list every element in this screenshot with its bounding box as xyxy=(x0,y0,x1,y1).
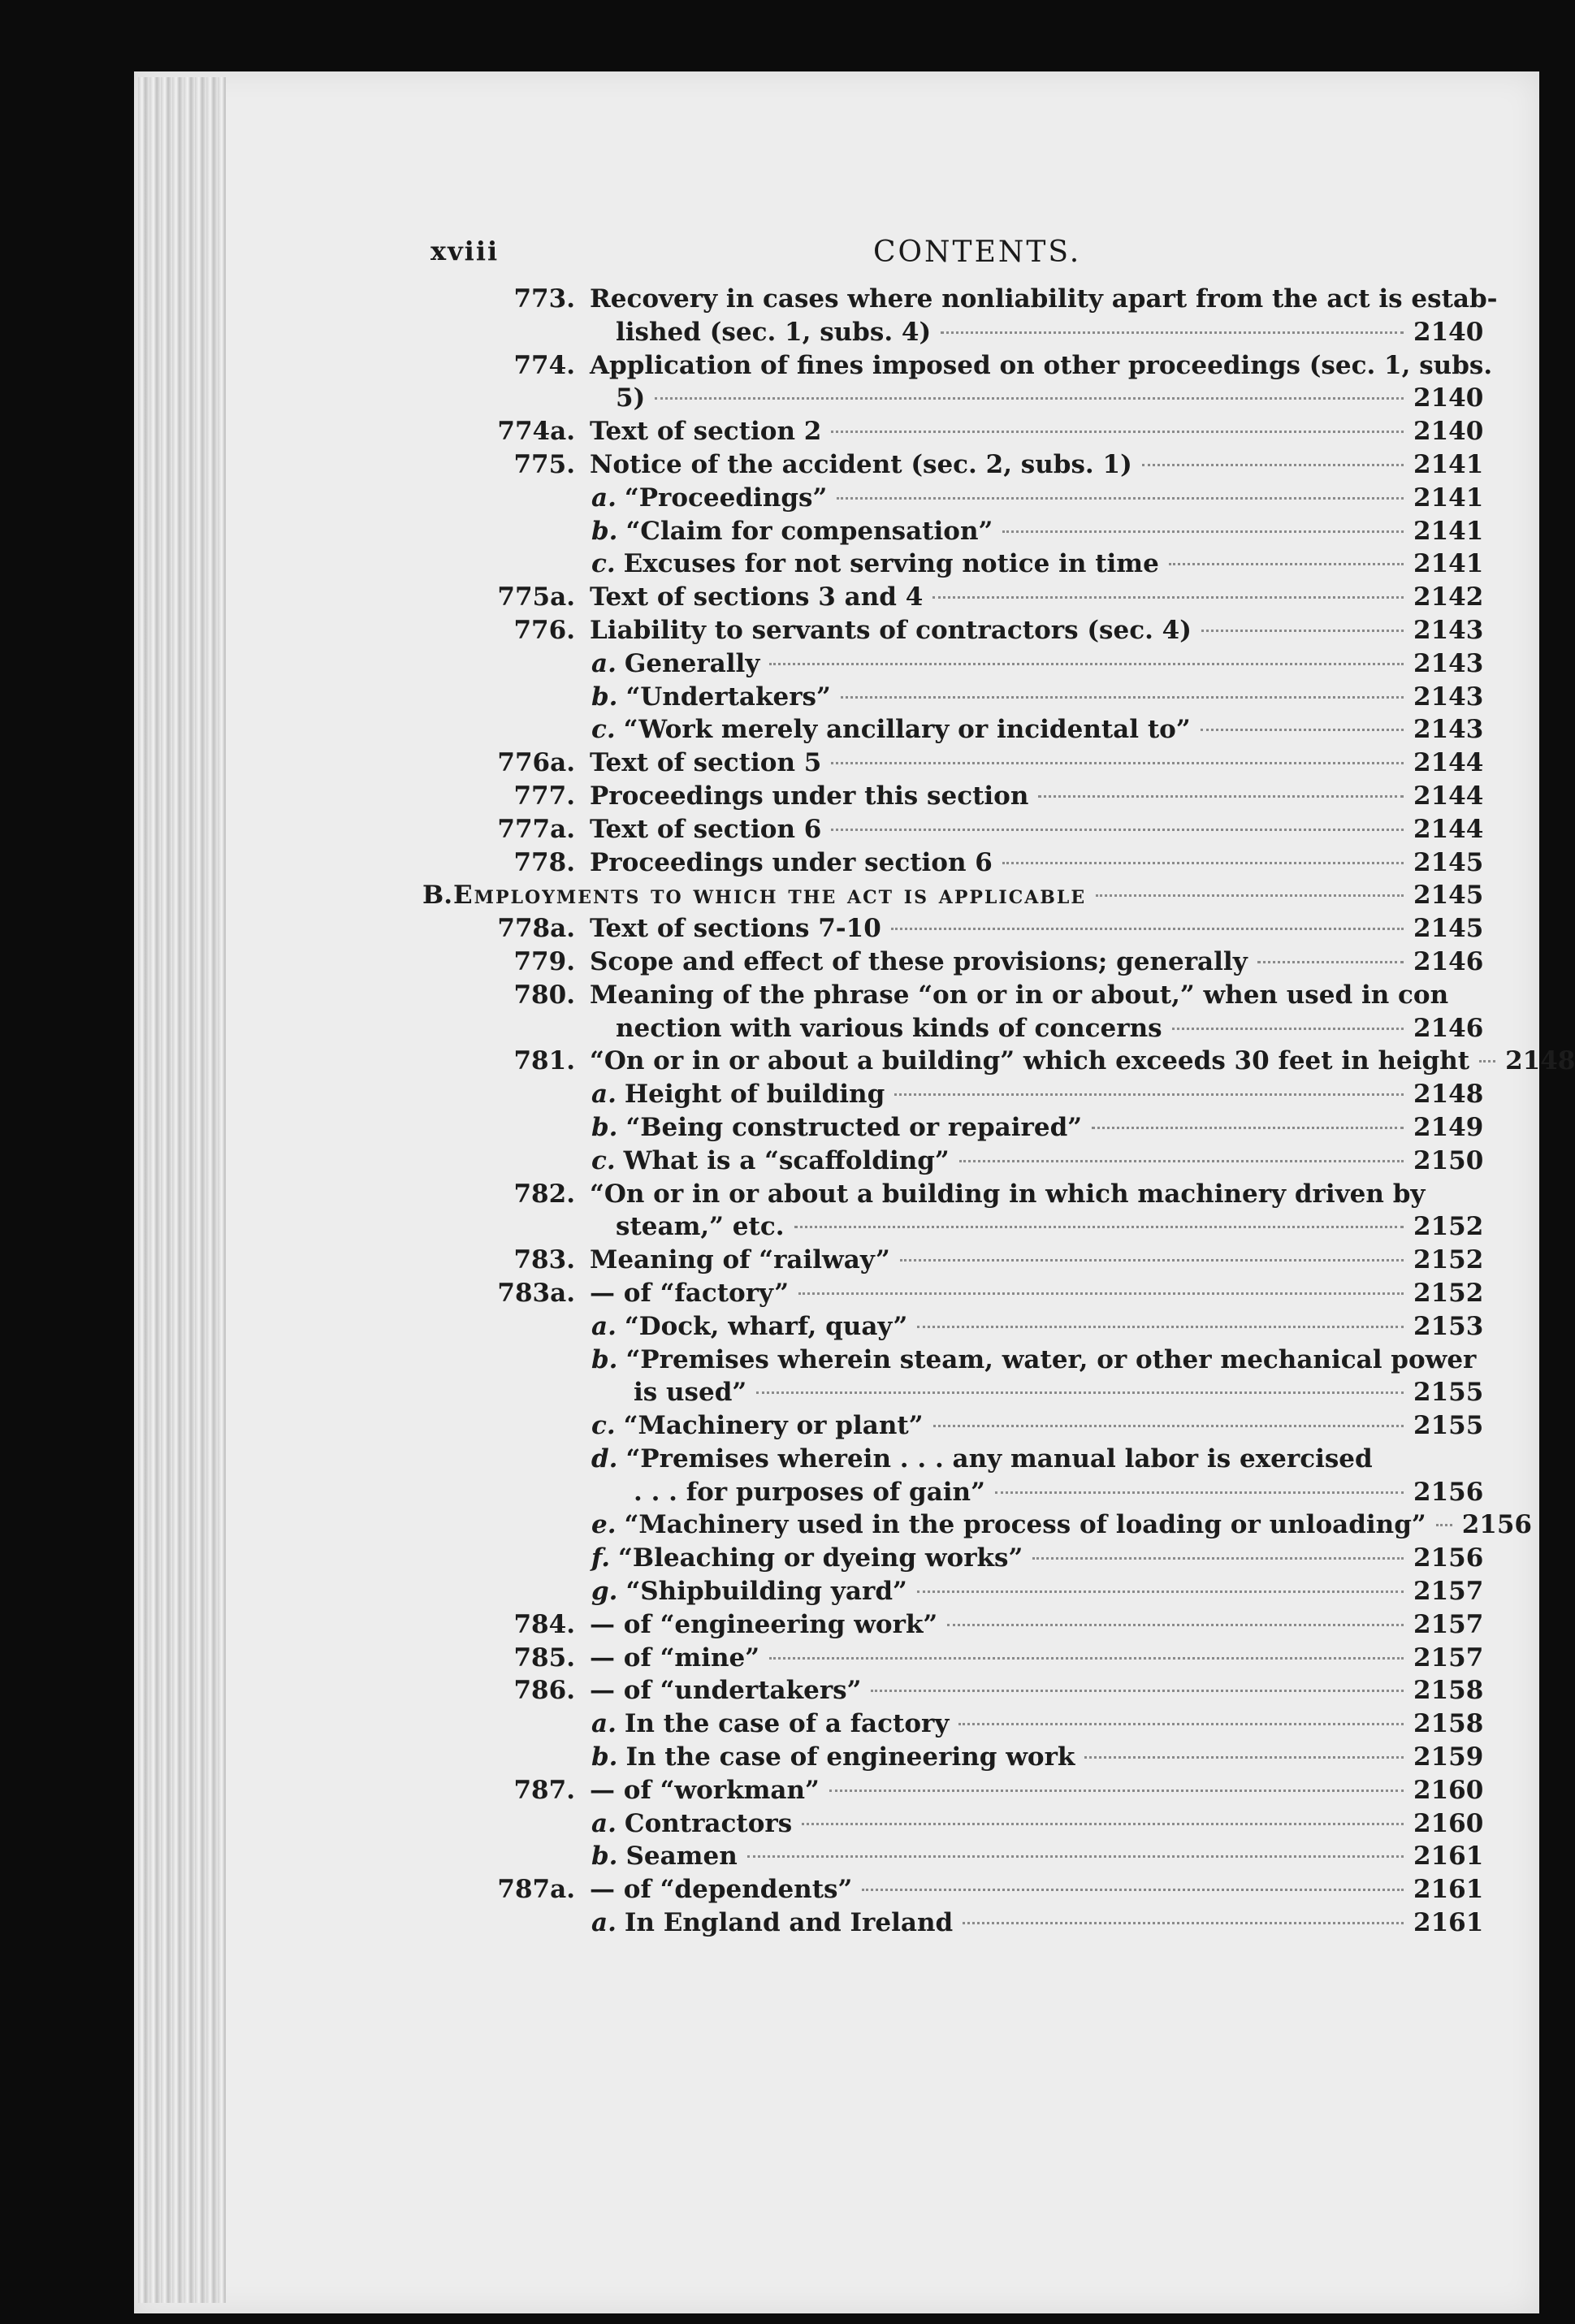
toc-entry xyxy=(422,1378,1484,1411)
toc-entry-number: 784. xyxy=(513,1609,575,1639)
dot-leader xyxy=(995,1491,1404,1494)
toc-entry-title: Scope and effect of these provisions; generally xyxy=(590,946,1248,976)
toc-entry-page: 2157 xyxy=(1413,1577,1484,1607)
toc-entry xyxy=(422,781,1484,815)
toc-entry-page: 2145 xyxy=(1413,881,1484,911)
toc-entry-subletter: a. xyxy=(591,1080,617,1110)
toc-entry-page: 2152 xyxy=(1413,1278,1484,1308)
toc-entry xyxy=(422,1577,1484,1610)
dot-leader xyxy=(941,331,1404,334)
dot-leader xyxy=(947,1624,1404,1626)
toc-entry xyxy=(422,449,1484,483)
toc-entry-page: 2152 xyxy=(1413,1245,1484,1275)
dot-leader xyxy=(1172,1028,1404,1030)
toc-entry-number: 783a. xyxy=(497,1278,575,1308)
page-gutter xyxy=(138,77,226,2303)
toc-entry-number: 773. xyxy=(513,284,575,314)
toc-entry-number: 774a. xyxy=(497,417,575,447)
toc-entry-title: Meaning of “railway” xyxy=(590,1245,890,1275)
dot-leader xyxy=(769,1657,1404,1660)
toc-entry-title: 5) xyxy=(616,383,646,413)
running-head xyxy=(431,236,1506,276)
toc-entry-title: Generally xyxy=(624,648,760,678)
toc-entry-title: “Claim for compensation” xyxy=(625,516,993,546)
toc-entry-number: B. xyxy=(422,881,452,911)
toc-entry-title: — of “undertakers” xyxy=(590,1676,862,1706)
toc-entry xyxy=(422,881,1484,914)
toc-entry-subletter: b. xyxy=(591,1112,618,1142)
toc-entry-title: — of “engineering work” xyxy=(590,1609,938,1639)
dot-leader xyxy=(917,1326,1404,1328)
toc-entry-page: 2155 xyxy=(1413,1378,1484,1408)
dot-leader xyxy=(831,431,1404,433)
toc-entry-page: 2148 xyxy=(1413,1080,1484,1110)
dot-leader xyxy=(837,497,1404,500)
toc-entry-page: 2157 xyxy=(1413,1642,1484,1673)
toc-entry-number: 783. xyxy=(513,1245,575,1275)
toc-entry xyxy=(422,1808,1484,1842)
toc-entry-page: 2157 xyxy=(1413,1609,1484,1639)
toc-entry-title: Employments to which the act is applicable xyxy=(453,881,1087,911)
dot-leader xyxy=(1084,1756,1404,1759)
toc-entry-number: 785. xyxy=(513,1642,575,1673)
toc-entry xyxy=(422,615,1484,649)
toc-entry-page: 2142 xyxy=(1413,582,1484,612)
toc-entry xyxy=(422,1908,1484,1941)
toc-entry xyxy=(422,1676,1484,1709)
toc-entry-page: 2153 xyxy=(1413,1311,1484,1341)
dot-leader xyxy=(1479,1060,1495,1062)
toc-entry-title: Text of sections 7-10 xyxy=(590,914,881,944)
toc-entry-subletter: b. xyxy=(591,516,618,546)
dot-leader xyxy=(862,1889,1404,1891)
toc-entry-page: 2156 xyxy=(1461,1510,1532,1540)
toc-entry-page: 2158 xyxy=(1413,1709,1484,1739)
toc-entry-page: 2143 xyxy=(1413,648,1484,678)
toc-entry xyxy=(422,582,1484,616)
dot-leader xyxy=(1032,1557,1404,1560)
page-folio: xviii xyxy=(431,236,500,266)
dot-leader xyxy=(1096,894,1404,897)
toc-entry-title: Height of building xyxy=(624,1080,885,1110)
dot-leader xyxy=(932,596,1404,599)
toc-entry-page: 2160 xyxy=(1413,1808,1484,1838)
toc-entry-title: Recovery in cases where nonliability apart from the act is estab- xyxy=(590,284,1498,314)
toc-entry-title: is used” xyxy=(634,1378,747,1408)
toc-entry-page: 2159 xyxy=(1413,1742,1484,1772)
toc-entry-subletter: b. xyxy=(591,1742,618,1772)
dot-leader xyxy=(831,829,1404,831)
toc-entry-number: 786. xyxy=(513,1676,575,1706)
toc-entry xyxy=(422,1510,1532,1543)
toc-entry-page: 2161 xyxy=(1413,1908,1484,1938)
toc-entry-page: 2141 xyxy=(1413,516,1484,546)
toc-entry-page: 2140 xyxy=(1413,417,1484,447)
toc-entry-page: 2141 xyxy=(1413,549,1484,579)
toc-entry-title: Text of section 2 xyxy=(590,417,822,447)
toc-entry-number: 780. xyxy=(513,980,575,1010)
page-title: CONTENTS. xyxy=(873,236,1082,269)
toc-entry xyxy=(422,1411,1484,1444)
toc-entry-subletter: c. xyxy=(591,549,616,579)
toc-entry-title: steam,” etc. xyxy=(616,1212,785,1242)
toc-entry-page: 2144 xyxy=(1413,748,1484,778)
toc-entry-title: Notice of the accident (sec. 2, subs. 1) xyxy=(590,449,1132,479)
toc-entry-number: 777a. xyxy=(497,814,575,844)
toc-entry xyxy=(422,483,1484,517)
toc-entry-page: 2141 xyxy=(1413,449,1484,479)
toc-entry xyxy=(422,317,1484,351)
toc-entry-number: 787a. xyxy=(497,1875,575,1905)
toc-entry xyxy=(422,748,1484,781)
toc-entry xyxy=(422,516,1484,550)
dot-leader xyxy=(1436,1524,1452,1526)
toc-entry-title: “Machinery used in the process of loading or unloading” xyxy=(624,1510,1426,1540)
toc-entry-page: 2143 xyxy=(1413,715,1484,745)
toc-entry-subletter: a. xyxy=(591,1808,617,1838)
dot-leader xyxy=(747,1855,1404,1858)
toc-entry xyxy=(422,1742,1484,1776)
toc-entry-title: — of “dependents” xyxy=(590,1875,853,1905)
toc-entry-number: 775. xyxy=(513,449,575,479)
toc-entry-page: 2155 xyxy=(1413,1411,1484,1441)
toc-entry-title: Meaning of the phrase “on or in or about,” when used in con xyxy=(590,980,1449,1010)
toc-entry-subletter: f. xyxy=(591,1543,611,1573)
toc-entry-subletter: d. xyxy=(591,1443,618,1474)
toc-entry xyxy=(422,350,1493,384)
toc-entry-page: 2149 xyxy=(1413,1112,1484,1142)
toc-entry-number: 776. xyxy=(513,615,575,645)
toc-entry-title: Proceedings under section 6 xyxy=(590,847,993,877)
dot-leader xyxy=(959,1160,1404,1162)
toc-entry xyxy=(422,1875,1484,1908)
dot-leader xyxy=(1169,563,1404,565)
toc-entry xyxy=(422,1477,1484,1511)
toc-entry xyxy=(422,1112,1484,1146)
contents-list xyxy=(422,284,1575,1941)
toc-entry xyxy=(422,1046,1575,1080)
toc-entry-title: Proceedings under this section xyxy=(590,781,1029,811)
toc-entry-page: 2160 xyxy=(1413,1775,1484,1805)
dot-leader xyxy=(1002,862,1404,864)
toc-entry xyxy=(422,1345,1478,1378)
toc-entry-page: 2143 xyxy=(1413,615,1484,645)
toc-entry-subletter: a. xyxy=(591,1908,617,1938)
toc-entry xyxy=(422,1311,1484,1345)
toc-entry-title: — of “workman” xyxy=(590,1775,820,1805)
dot-leader xyxy=(794,1226,1404,1228)
toc-entry-title: Contractors xyxy=(624,1808,793,1838)
toc-entry xyxy=(422,1543,1484,1577)
toc-entry-title: “Bleaching or dyeing works” xyxy=(618,1543,1023,1573)
toc-entry-title: Text of sections 3 and 4 xyxy=(590,582,924,612)
dot-leader xyxy=(900,1259,1404,1262)
toc-entry-title: What is a “scaffolding” xyxy=(623,1145,950,1175)
toc-entry-page: 2148 xyxy=(1505,1046,1575,1076)
toc-entry xyxy=(422,1609,1484,1643)
toc-entry-subletter: c. xyxy=(591,1145,616,1175)
toc-entry-number: 777. xyxy=(513,781,575,811)
toc-entry-title: “On or in or about a building in which machinery driven by xyxy=(590,1179,1426,1209)
dot-leader xyxy=(1201,630,1404,632)
toc-entry-title: “Work merely ancillary or incidental to” xyxy=(623,715,1191,745)
dot-leader xyxy=(802,1823,1404,1825)
toc-entry-page: 2156 xyxy=(1413,1543,1484,1573)
toc-entry-page: 2145 xyxy=(1413,847,1484,877)
dot-leader xyxy=(871,1690,1404,1692)
toc-entry xyxy=(422,1212,1484,1245)
toc-entry-number: 782. xyxy=(513,1179,575,1209)
toc-entry-title: lished (sec. 1, subs. 4) xyxy=(616,317,932,347)
toc-entry-title: “On or in or about a building” which exceeds 30 feet in height xyxy=(590,1046,1470,1076)
toc-entry-title: Seamen xyxy=(625,1841,738,1872)
toc-entry-subletter: a. xyxy=(591,648,617,678)
toc-entry xyxy=(422,914,1484,947)
toc-entry-title: In England and Ireland xyxy=(624,1908,954,1938)
dot-leader xyxy=(756,1391,1404,1394)
toc-entry-page: 2146 xyxy=(1413,1013,1484,1043)
dot-leader xyxy=(1038,795,1404,798)
toc-entry-subletter: g. xyxy=(591,1577,618,1607)
toc-entry-subletter: c. xyxy=(591,1411,616,1441)
toc-entry-page: 2146 xyxy=(1413,946,1484,976)
toc-entry-title: “Proceedings” xyxy=(624,483,828,513)
toc-entry-number: 781. xyxy=(513,1046,575,1076)
dot-leader xyxy=(1142,464,1404,466)
dot-leader xyxy=(891,928,1404,930)
toc-entry xyxy=(422,1642,1484,1677)
toc-entry-page: 2161 xyxy=(1413,1875,1484,1905)
toc-entry-title: In the case of engineering work xyxy=(625,1742,1075,1772)
toc-entry-number: 775a. xyxy=(497,582,575,612)
toc-entry xyxy=(422,946,1484,980)
toc-entry-subletter: b. xyxy=(591,1841,618,1872)
toc-entry xyxy=(422,1080,1484,1113)
toc-entry-page: 2144 xyxy=(1413,781,1484,811)
toc-entry-page: 2143 xyxy=(1413,682,1484,712)
toc-entry xyxy=(422,1444,1478,1478)
toc-entry-number: 778. xyxy=(513,847,575,877)
toc-entry xyxy=(422,847,1484,881)
toc-entry xyxy=(422,549,1484,582)
dot-leader xyxy=(1092,1127,1404,1129)
toc-entry-subletter: b. xyxy=(591,682,618,712)
toc-entry-title: Text of section 6 xyxy=(590,814,822,844)
toc-entry xyxy=(422,1245,1484,1279)
toc-entry xyxy=(422,284,1498,318)
toc-entry-subletter: b. xyxy=(591,1344,618,1374)
toc-entry xyxy=(422,1278,1484,1312)
toc-entry-page: 2158 xyxy=(1413,1676,1484,1706)
toc-entry-page: 2156 xyxy=(1413,1477,1484,1507)
toc-entry-subletter: a. xyxy=(591,1311,617,1341)
toc-entry-number: 778a. xyxy=(497,914,575,944)
toc-entry-subletter: e. xyxy=(591,1510,617,1540)
dot-leader xyxy=(1002,530,1404,533)
toc-entry xyxy=(422,715,1484,748)
toc-entry xyxy=(422,648,1484,682)
dot-leader xyxy=(1257,961,1404,963)
toc-entry-subletter: c. xyxy=(591,715,616,745)
toc-entry-page: 2161 xyxy=(1413,1841,1484,1872)
toc-entry-title: “Dock, wharf, quay” xyxy=(624,1311,908,1341)
toc-entry-title: “Premises wherein . . . any manual labor is exercised xyxy=(625,1443,1373,1474)
toc-entry xyxy=(422,1145,1484,1179)
toc-entry-title: “Machinery or plant” xyxy=(623,1411,924,1441)
toc-entry-page: 2144 xyxy=(1413,814,1484,844)
dot-leader xyxy=(917,1590,1404,1593)
toc-entry-page: 2141 xyxy=(1413,483,1484,513)
toc-entry xyxy=(422,1709,1484,1742)
toc-entry xyxy=(422,1775,1484,1809)
toc-entry-title: “Shipbuilding yard” xyxy=(625,1577,907,1607)
dot-leader xyxy=(798,1292,1404,1295)
toc-entry-title: In the case of a factory xyxy=(624,1709,950,1739)
dot-leader xyxy=(829,1790,1404,1792)
toc-entry-title: nection with various kinds of concerns xyxy=(616,1013,1162,1043)
toc-entry xyxy=(422,417,1484,450)
toc-entry-title: Excuses for not serving notice in time xyxy=(623,549,1159,579)
toc-entry-number: 779. xyxy=(513,946,575,976)
toc-entry-title: — of “mine” xyxy=(590,1642,760,1673)
dot-leader xyxy=(894,1093,1404,1096)
dot-leader xyxy=(933,1425,1404,1427)
dot-leader xyxy=(841,696,1404,699)
toc-entry-title: . . . for purposes of gain” xyxy=(634,1477,985,1507)
toc-entry xyxy=(422,980,1478,1014)
toc-entry-number: 787. xyxy=(513,1775,575,1805)
toc-entry-page: 2145 xyxy=(1413,914,1484,944)
toc-entry-title: Application of fines imposed on other proceedings (sec. 1, subs. xyxy=(590,350,1493,380)
toc-entry-page: 2140 xyxy=(1413,383,1484,413)
toc-entry-number: 774. xyxy=(513,350,575,380)
toc-entry xyxy=(422,814,1484,848)
toc-entry xyxy=(422,1013,1484,1047)
toc-entry xyxy=(422,1179,1478,1213)
toc-entry xyxy=(422,383,1484,417)
dot-leader xyxy=(769,663,1404,665)
toc-entry-page: 2140 xyxy=(1413,317,1484,347)
dot-leader xyxy=(1201,729,1404,731)
dot-leader xyxy=(831,762,1404,764)
toc-entry xyxy=(422,682,1484,716)
toc-entry-title: “Being constructed or repaired” xyxy=(625,1112,1083,1142)
toc-entry-title: “Premises wherein steam, water, or other mechanical power xyxy=(625,1344,1477,1374)
toc-entry-page: 2150 xyxy=(1413,1145,1484,1175)
toc-entry-title: Liability to servants of contractors (sec. 4) xyxy=(590,615,1192,645)
dot-leader xyxy=(963,1922,1404,1924)
toc-entry-title: “Undertakers” xyxy=(625,682,831,712)
toc-entry-subletter: a. xyxy=(591,483,617,513)
toc-entry-title: Text of section 5 xyxy=(590,748,822,778)
toc-entry-title: — of “factory” xyxy=(590,1278,790,1308)
toc-entry xyxy=(422,1841,1484,1875)
toc-entry-subletter: a. xyxy=(591,1709,617,1739)
dot-leader xyxy=(655,397,1404,400)
toc-entry-page: 2152 xyxy=(1413,1212,1484,1242)
dot-leader xyxy=(958,1723,1404,1725)
toc-entry-number: 776a. xyxy=(497,748,575,778)
